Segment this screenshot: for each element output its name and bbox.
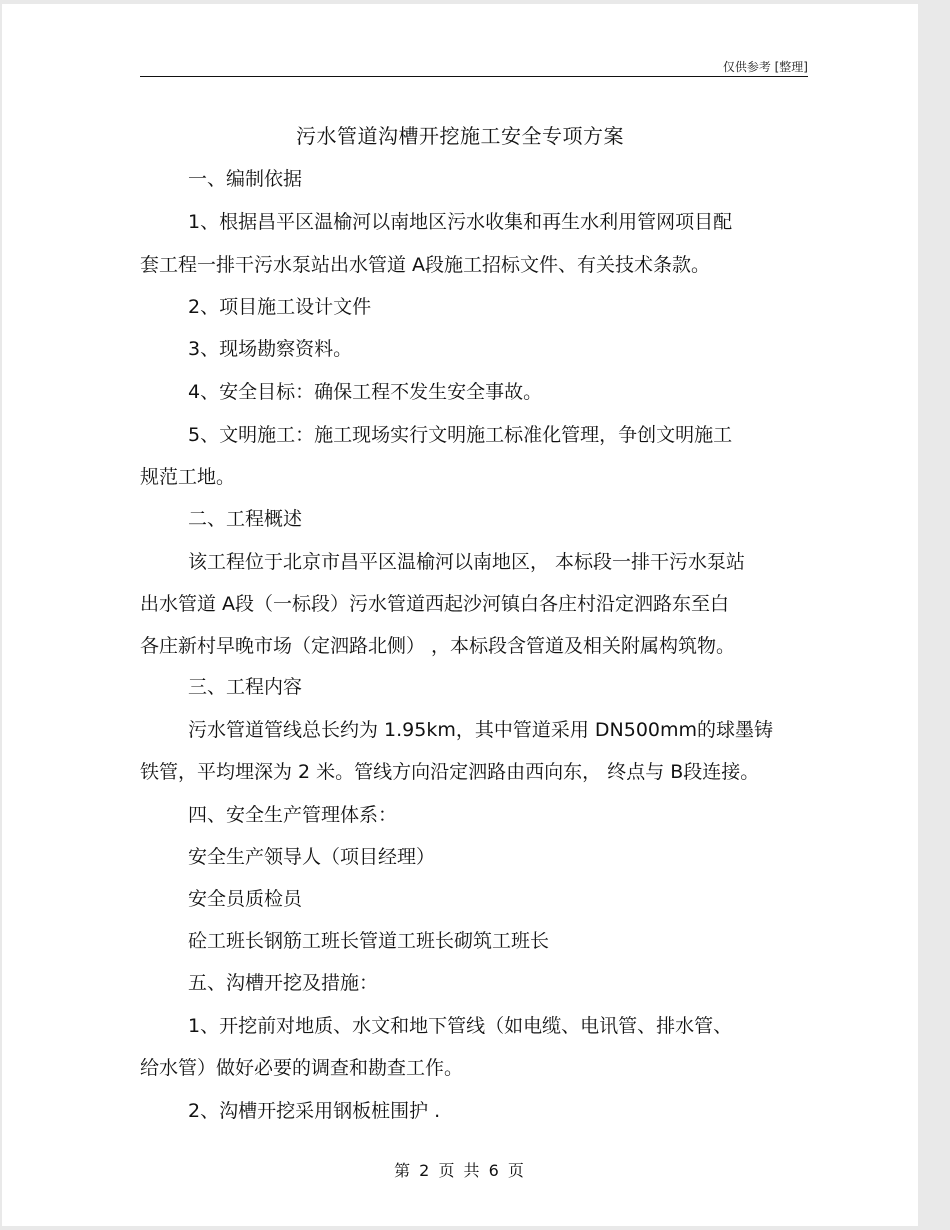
section-heading: 二、工程概述 — [188, 508, 303, 530]
paragraph-line: 2、项目施工设计文件 — [188, 296, 372, 318]
document-page — [2, 4, 918, 1226]
paragraph-line: 给水管）做好必要的调查和勘查工作。 — [140, 1057, 464, 1079]
header-note: 仅供参考 [整理] — [722, 60, 808, 74]
paragraph-line: 铁管，平均埋深为 2 米。管线方向沿定泗路由西向东， 终点与 B段连接。 — [140, 761, 760, 783]
paragraph-line: 该工程位于北京市昌平区温榆河以南地区， 本标段一排干污水泵站 — [188, 551, 746, 573]
page-number: 第 2 页 共 6 页 — [394, 1161, 526, 1180]
paragraph-line: 3、现场勘察资料。 — [188, 338, 353, 360]
paragraph-line: 各庄新村早晚市场（定泗路北侧） ，本标段含管道及相关附属构筑物。 — [140, 635, 736, 657]
paragraph-line: 5、文明施工：施工现场实行文明施工标准化管理，争创文明施工 — [188, 424, 733, 446]
paragraph-line: 2、沟槽开挖采用钢板桩围护 . — [188, 1100, 441, 1122]
paragraph-line: 1、开挖前对地质、水文和地下管线（如电缆、电讯管、排水管、 — [188, 1015, 733, 1037]
paragraph-line: 规范工地。 — [140, 466, 236, 488]
header-rule — [140, 76, 808, 77]
paragraph-line: 污水管道管线总长约为 1.95km，其中管道采用 DN500mm的球墨铸 — [188, 719, 774, 741]
paragraph-line: 1、根据昌平区温榆河以南地区污水收集和再生水利用管网项目配 — [188, 211, 733, 233]
section-heading: 一、编制依据 — [188, 168, 303, 190]
paragraph-line: 砼工班长钢筋工班长管道工班长砌筑工班长 — [188, 930, 550, 952]
paragraph-line: 安全员质检员 — [188, 888, 303, 910]
paragraph-line: 出水管道 A段（一标段）污水管道西起沙河镇白各庄村沿定泗路东至白 — [140, 593, 730, 615]
paragraph-line: 安全生产领导人（项目经理） — [188, 846, 436, 868]
paragraph-line: 4、安全目标：确保工程不发生安全事故。 — [188, 381, 543, 403]
section-heading: 四、安全生产管理体系： — [188, 804, 398, 826]
paragraph-line: 套工程一排干污水泵站出水管道 A段施工招标文件、有关技术条款。 — [140, 254, 711, 276]
document-title: 污水管道沟槽开挖施工安全专项方案 — [296, 124, 624, 148]
section-heading: 五、沟槽开挖及措施： — [188, 972, 379, 994]
section-heading: 三、工程内容 — [188, 676, 303, 698]
